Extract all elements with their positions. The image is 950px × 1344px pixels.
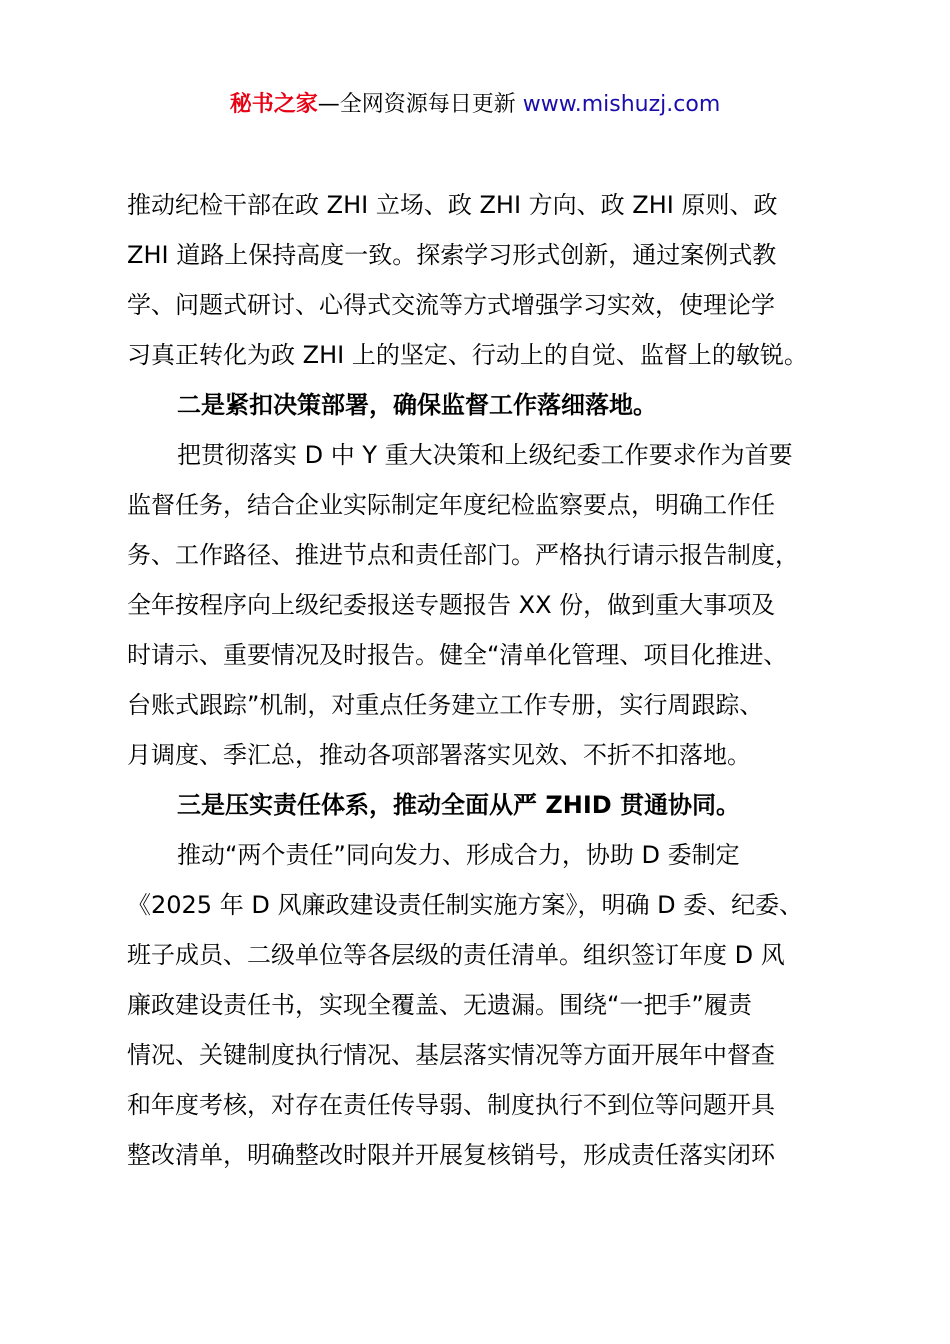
text-line: 监督任务，结合企业实际制定年度纪检监察要点，明确工作任 xyxy=(127,491,775,519)
text-line: 习真正转化为政 ZHI 上的坚定、行动上的自觉、监督上的敏锐。 xyxy=(127,341,808,369)
section-heading-2: 二是紧扣决策部署，确保监督工作落细落地。 xyxy=(177,391,657,419)
text-line: 台账式跟踪”机制，对重点任务建立工作专册，实行周跟踪、 xyxy=(127,691,764,719)
text-line: 和年度考核，对存在责任传导弱、制度执行不到位等问题开具 xyxy=(127,1091,775,1119)
site-slogan: —全网资源每日更新 xyxy=(317,92,516,117)
paragraph-start: 推动“两个责任”同向发力、形成合力，协助 D 委制定 xyxy=(177,841,740,869)
text-line: 整改清单，明确整改时限并开展复核销号，形成责任落实闭环 xyxy=(127,1141,775,1169)
text-line: 情况、关键制度执行情况、基层落实情况等方面开展年中督查 xyxy=(127,1041,775,1069)
text-line: 学、问题式研讨、心得式交流等方式增强学习实效，使理论学 xyxy=(127,291,775,319)
text-line: 班子成员、二级单位等各层级的责任清单。组织签订年度 D 风 xyxy=(127,941,785,969)
text-line: 《2025 年 D 风廉政建设责任制实施方案》，明确 D 委、纪委、 xyxy=(127,891,804,919)
text-line: 推动纪检干部在政 ZHI 立场、政 ZHI 方向、政 ZHI 原则、政 xyxy=(127,191,778,219)
section-heading-3: 三是压实责任体系，推动全面从严 ZHID 贯通协同。 xyxy=(177,791,741,819)
text-line: 务、工作路径、推进节点和责任部门。严格执行请示报告制度， xyxy=(127,541,799,569)
site-url-link[interactable]: www.mishuzj.com xyxy=(522,92,721,117)
site-brand: 秘书之家 xyxy=(229,92,318,117)
text-line: 全年按程序向上级纪委报送专题报告 XX 份，做到重大事项及 xyxy=(127,591,776,619)
text-line: 时请示、重要情况及时报告。健全“清单化管理、项目化推进、 xyxy=(127,641,788,669)
document-body xyxy=(127,180,862,1180)
text-line: ZHI 道路上保持高度一致。探索学习形式创新，通过案例式教 xyxy=(127,241,777,269)
text-line: 月调度、季汇总，推动各项部署落实见效、不折不扣落地。 xyxy=(127,741,751,769)
text-line: 廉政建设责任书，实现全覆盖、无遗漏。围绕“一把手”履责 xyxy=(127,991,752,1019)
paragraph-start: 把贯彻落实 D 中 Y 重大决策和上级纪委工作要求作为首要 xyxy=(177,441,793,469)
site-header xyxy=(0,88,950,122)
